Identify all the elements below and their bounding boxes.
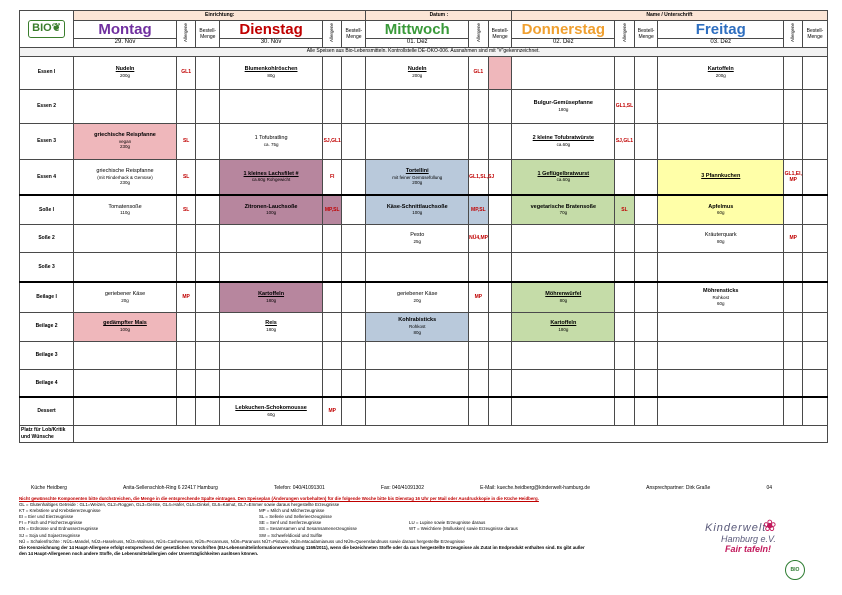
- dish-cell: [658, 369, 784, 397]
- allergen-cell: [784, 195, 803, 224]
- footer-kitchen: Küche Heidberg: [31, 485, 67, 491]
- day-thursday-name: Donnerstag: [521, 21, 605, 38]
- dish-cell: [220, 89, 323, 123]
- allergene-header: Allergene: [784, 21, 803, 48]
- order-quantity-cell[interactable]: [342, 56, 366, 89]
- kinderwelt-logo: [705, 516, 825, 586]
- allergen-cell: MP: [469, 282, 488, 312]
- row-label: Dessert: [20, 397, 74, 425]
- legend-gluten: GL = Glutenhaltiges Getreide : GL1=Weizen, GL2=Roggen, GL3=Gerste, GL4=Hafer, GL5=Dinkel, GL6=Kamut, GL7=Emmer sowie daraus hergestellte Erzeugnisse: [19, 502, 340, 508]
- bestell-header: Bestell- Menge: [634, 21, 658, 48]
- table-row: [20, 341, 828, 369]
- dish-cell: gedämpfter Mais 100g: [74, 312, 177, 341]
- allergen-cell: [469, 123, 488, 159]
- row-label: Soße 3: [20, 252, 74, 282]
- allergen-cell: [615, 56, 634, 89]
- order-quantity-cell[interactable]: [803, 252, 827, 282]
- allergene-header: Allergene: [469, 21, 488, 48]
- brand-city: Hamburg e.V.: [721, 534, 776, 544]
- allergen-cell: [615, 369, 634, 397]
- dish-cell: [74, 89, 177, 123]
- order-quantity-cell[interactable]: [634, 369, 658, 397]
- allergen-cell: [615, 159, 634, 195]
- menu-table: [19, 10, 827, 443]
- allergen-cell: [615, 282, 634, 312]
- order-quantity-cell[interactable]: [196, 397, 220, 425]
- day-monday-name: Montag: [98, 21, 152, 38]
- table-row: [20, 159, 828, 195]
- dish-cell: [658, 252, 784, 282]
- allergen-cell: [176, 341, 195, 369]
- table-row: [20, 56, 828, 89]
- legend-item: SJ = Soja und Sojaerzeugnisse: [19, 532, 81, 538]
- dish-cell: [366, 341, 469, 369]
- legend-item: EN = Erdnüsse und Erdnusserzeugnisse: [19, 526, 99, 532]
- order-quantity-cell[interactable]: [488, 195, 512, 224]
- allergene-header: Allergene: [615, 21, 634, 48]
- order-quantity-cell[interactable]: [342, 312, 366, 341]
- allergen-cell: [784, 341, 803, 369]
- dish-cell: Blumenkohlröschen 80g: [220, 56, 323, 89]
- dish-cell: [512, 252, 615, 282]
- dish-cell: [74, 252, 177, 282]
- footer-address: Anita-Sellenschloh-Ring 6 22417 Hamburg: [122, 485, 218, 491]
- dish-cell: [220, 341, 323, 369]
- bio-logo-icon: BIO❦: [28, 20, 65, 38]
- allergen-cell: [784, 56, 803, 89]
- day-wednesday: [366, 21, 469, 39]
- allergen-cell: [784, 282, 803, 312]
- allergen-cell: GL1,SL: [615, 89, 634, 123]
- allergen-cell: SJ,GL1: [615, 123, 634, 159]
- legend-item: SW = Schwefeldioxid und Sulfite: [259, 532, 323, 538]
- allergen-cell: [322, 282, 341, 312]
- row-label: Essen 3: [20, 123, 74, 159]
- order-quantity-cell[interactable]: [634, 159, 658, 195]
- allergen-cell: [784, 312, 803, 341]
- feedback-label: Platz für Lob/Kritik und Wünsche: [20, 425, 74, 442]
- logo-cell: [20, 11, 74, 48]
- allergene-header: Allergene: [322, 21, 341, 48]
- dish-cell: [220, 224, 323, 252]
- order-quantity-cell[interactable]: [196, 252, 220, 282]
- day-tuesday: [220, 21, 323, 39]
- allergen-cell: [322, 56, 341, 89]
- dish-cell: Nudeln 200g: [74, 56, 177, 89]
- allergen-cell: GL1: [469, 56, 488, 89]
- day-friday: [658, 21, 784, 39]
- brand-name: Kinderwelt: [705, 522, 767, 534]
- order-notice: Nicht gewünschte Komponenten bitte durchstreichen, die Menge in die entsprechende Spalte eintragen. Den Speiseplan (Änderungen vorbehalten) für die folgende Woche bitte bis Dienstag 16 Uhr per Mail oder Ausdruckkopie in die Küche Heidberg.: [19, 496, 539, 501]
- dish-cell: Kartoffeln 180g: [220, 282, 323, 312]
- table-row: [20, 425, 828, 442]
- allergen-cell: [615, 312, 634, 341]
- dish-cell: 1 Geflügelbratwurst ca.60g: [512, 159, 615, 195]
- dish-cell: Bulgur-Gemüsepfanne 180g: [512, 89, 615, 123]
- allergen-cell: [176, 252, 195, 282]
- dish-cell: griechische Reispfanne vegan 230g: [74, 123, 177, 159]
- order-quantity-cell[interactable]: [634, 56, 658, 89]
- order-quantity-cell[interactable]: [196, 56, 220, 89]
- row-label: Beilage 3: [20, 341, 74, 369]
- allergen-cell: [176, 312, 195, 341]
- footer: [19, 485, 827, 491]
- menu-sheet: [19, 10, 827, 443]
- legend-item: KT = Krebstiere und Krebstiererzeugnisse: [19, 508, 101, 514]
- order-quantity-cell[interactable]: [488, 56, 512, 89]
- order-quantity-cell[interactable]: [634, 224, 658, 252]
- bio-seal-icon: BIO: [785, 560, 805, 580]
- allergen-cell: MP,SL: [322, 195, 341, 224]
- row-label: Essen 4: [20, 159, 74, 195]
- dish-cell: [512, 369, 615, 397]
- dish-cell: Zitronen-Lauchsoße 100g: [220, 195, 323, 224]
- allergen-cell: [469, 341, 488, 369]
- dish-cell: [366, 369, 469, 397]
- footer-contact: Ansprechpartner: Dirk Graße: [646, 485, 711, 491]
- order-quantity-cell[interactable]: [803, 341, 827, 369]
- allergen-cell: MP: [322, 397, 341, 425]
- dish-cell: [512, 224, 615, 252]
- legend-nuts: NÜ = Schalenfrüchte : NÜ1=Mandel, NÜ2=Haselnuss, NÜ3=Walnuss, NÜ4=Cashewnuss, NÜ5=Pecannuss, NÜ6=Paranuss NÜ7=Pistazie, NÜ8=Macadamianuss und NÜ9=Queenslandnuss sowie daraus hergestellte Erzeugnisse: [19, 538, 465, 544]
- order-quantity-cell[interactable]: [196, 123, 220, 159]
- table-row: [20, 123, 828, 159]
- allergen-cell: GL1: [176, 56, 195, 89]
- dish-cell: Kartoffeln 180g: [512, 312, 615, 341]
- day-tuesday-date: 30. Nov: [220, 39, 323, 48]
- allergen-cell: MP: [784, 224, 803, 252]
- order-quantity-cell[interactable]: [196, 159, 220, 195]
- table-row: [20, 252, 828, 282]
- legend-item: SS = Sesamsamen und Sesamsamenerzeugnisse: [259, 526, 357, 532]
- allergen-cell: [322, 252, 341, 282]
- dish-cell: [512, 56, 615, 89]
- allergen-cell: [469, 312, 488, 341]
- order-quantity-cell[interactable]: [342, 282, 366, 312]
- order-quantity-cell[interactable]: [803, 56, 827, 89]
- allergen-cell: [784, 89, 803, 123]
- dish-cell: Kartoffeln 200g: [658, 56, 784, 89]
- order-quantity-cell[interactable]: [488, 397, 512, 425]
- legend-item: SL = Sellerie und Sellerieerzeugnisse: [259, 514, 332, 520]
- order-quantity-cell[interactable]: [342, 341, 366, 369]
- order-quantity-cell[interactable]: [634, 195, 658, 224]
- dish-cell: Kräuterquark 80g: [658, 224, 784, 252]
- dish-cell: geriebener Käse 20g: [74, 282, 177, 312]
- order-quantity-cell[interactable]: [803, 89, 827, 123]
- allergen-cell: [322, 341, 341, 369]
- legend-item: LU = Lupine sowie Erzeugnisse daraus: [409, 520, 486, 526]
- order-quantity-cell[interactable]: [342, 369, 366, 397]
- einrichtung-label: Einrichtung:: [74, 11, 366, 21]
- dish-cell: [366, 252, 469, 282]
- allergen-cell: [784, 397, 803, 425]
- dish-cell: [658, 123, 784, 159]
- order-quantity-cell[interactable]: [488, 123, 512, 159]
- order-quantity-cell[interactable]: [803, 159, 827, 195]
- dish-cell: [220, 252, 323, 282]
- order-quantity-cell[interactable]: [634, 89, 658, 123]
- row-label: Soße I: [20, 195, 74, 224]
- order-quantity-cell[interactable]: [196, 341, 220, 369]
- row-label: Essen I: [20, 56, 74, 89]
- dish-cell: griechische Reispfanne (mit Rinderhack & Gemüse) 230g: [74, 159, 177, 195]
- legend-item: FI = Fisch und Fischerzeugnisse: [19, 520, 83, 526]
- allergen-cell: SL: [176, 123, 195, 159]
- bestell-header: Bestell- Menge: [488, 21, 512, 48]
- allergen-cell: [322, 312, 341, 341]
- order-quantity-cell[interactable]: [196, 224, 220, 252]
- order-quantity-cell[interactable]: [342, 123, 366, 159]
- table-row: [20, 89, 828, 123]
- allergen-cell: MP,SL: [469, 195, 488, 224]
- allergen-cell: SL: [176, 195, 195, 224]
- order-quantity-cell[interactable]: [634, 397, 658, 425]
- legend-text-1: Die Kennzeichnung der 14 Haupt-Allergene erfolgt entsprechend der gesetzlichen Vorschriften (EU-Lebensmittelinformationsverordnung 1169/2011), wenn die bezeichneten Stoffe oder da raus hergestellte Erzeugnisse als Zutat im Endprodukt enthalten sind. Es gibt außer: [19, 544, 585, 550]
- dish-cell: [74, 397, 177, 425]
- order-quantity-cell[interactable]: [634, 341, 658, 369]
- dish-cell: [366, 123, 469, 159]
- order-quantity-cell[interactable]: [342, 252, 366, 282]
- dish-cell: Nudeln 200g: [366, 56, 469, 89]
- bio-banner: Alle Speisen aus Bio-Lebensmitteln. Kontrollstelle DE-ÖKO-006. Ausnahmen sind mit "#"gekennzeichnet.: [20, 47, 828, 56]
- dish-cell: Tomatensoße 110g: [74, 195, 177, 224]
- allergen-legend: [19, 496, 709, 557]
- order-quantity-cell[interactable]: [342, 159, 366, 195]
- order-quantity-cell[interactable]: [488, 89, 512, 123]
- day-friday-name: Freitag: [695, 21, 746, 38]
- allergen-cell: [469, 89, 488, 123]
- dish-cell: [658, 397, 784, 425]
- dish-cell: [74, 224, 177, 252]
- allergen-cell: [176, 224, 195, 252]
- allergen-cell: [469, 252, 488, 282]
- order-quantity-cell[interactable]: [634, 312, 658, 341]
- allergen-cell: FI: [322, 159, 341, 195]
- table-row: [20, 282, 828, 312]
- day-wednesday-name: Mittwoch: [384, 21, 450, 38]
- day-thursday-date: 02. Dez: [512, 39, 615, 48]
- allergen-cell: [176, 89, 195, 123]
- allergen-cell: [784, 123, 803, 159]
- dish-cell: 3 Pfannkuchen: [658, 159, 784, 195]
- feedback-field[interactable]: [74, 425, 827, 442]
- allergen-cell: GL1,SL,SJ: [469, 159, 488, 195]
- dish-cell: [658, 312, 784, 341]
- dish-cell: vegetarische Bratensoße 70g: [512, 195, 615, 224]
- dish-cell: Reis 180g: [220, 312, 323, 341]
- dish-cell: [220, 369, 323, 397]
- dish-cell: [74, 369, 177, 397]
- day-friday-date: 03. Dez: [658, 39, 784, 48]
- dish-cell: 1 Tofubratling ca. 75g: [220, 123, 323, 159]
- order-quantity-cell[interactable]: [803, 224, 827, 252]
- order-quantity-cell[interactable]: [488, 312, 512, 341]
- bestell-header: Bestell- Menge: [803, 21, 827, 48]
- table-row: [20, 195, 828, 224]
- dish-cell: Tortellini mit feiner Gemüsefüllung 200g: [366, 159, 469, 195]
- dish-cell: 2 kleine Tofubratwürste ca.60g: [512, 123, 615, 159]
- allergen-cell: [469, 369, 488, 397]
- allergen-cell: [784, 369, 803, 397]
- order-quantity-cell[interactable]: [803, 195, 827, 224]
- dish-cell: Pesto 25g: [366, 224, 469, 252]
- legend-item: EI = Eier und Eierzeugnisse: [19, 514, 74, 520]
- order-quantity-cell[interactable]: [196, 195, 220, 224]
- allergen-cell: [176, 397, 195, 425]
- allergen-cell: SJ,GL1: [322, 123, 341, 159]
- allergen-cell: SL: [176, 159, 195, 195]
- bestell-header: Bestell- Menge: [342, 21, 366, 48]
- dish-cell: Apfelmus 60g: [658, 195, 784, 224]
- allergen-cell: NÜ4,MP: [469, 224, 488, 252]
- row-label: Beilage I: [20, 282, 74, 312]
- day-wednesday-date: 01. Dez: [366, 39, 469, 48]
- order-quantity-cell[interactable]: [488, 369, 512, 397]
- allergen-cell: [322, 89, 341, 123]
- legend-item: SE = Senf und Senferzeugnisse: [259, 520, 322, 526]
- order-quantity-cell[interactable]: [634, 123, 658, 159]
- table-row: [20, 224, 828, 252]
- datum-label: Datum :: [366, 11, 512, 21]
- order-quantity-cell[interactable]: [342, 195, 366, 224]
- allergen-cell: [469, 397, 488, 425]
- allergen-cell: [176, 369, 195, 397]
- day-monday-date: 29. Nov: [74, 39, 177, 48]
- dish-cell: Kohlrabisticks Rohkost 80g: [366, 312, 469, 341]
- allergen-cell: MP: [176, 282, 195, 312]
- legend-item: MP = Milch und Milcherzeugnisse: [259, 508, 325, 514]
- footer-number: 04: [766, 485, 772, 491]
- allergen-cell: GL1,EI, MP: [784, 159, 803, 195]
- order-quantity-cell[interactable]: [803, 282, 827, 312]
- day-monday: [74, 21, 177, 39]
- footer-fax: Fax: 040/41091302: [380, 485, 424, 491]
- dish-cell: [366, 89, 469, 123]
- dish-cell: [658, 341, 784, 369]
- order-quantity-cell[interactable]: [488, 224, 512, 252]
- order-quantity-cell[interactable]: [342, 224, 366, 252]
- order-quantity-cell[interactable]: [196, 312, 220, 341]
- order-quantity-cell[interactable]: [488, 282, 512, 312]
- table-row: [20, 312, 828, 341]
- day-tuesday-name: Dienstag: [239, 21, 303, 38]
- allergen-cell: [615, 341, 634, 369]
- dish-cell: Lebkuchen-Schokomousse 60g: [220, 397, 323, 425]
- jumping-child-icon: ❀: [763, 518, 777, 535]
- order-quantity-cell[interactable]: [488, 341, 512, 369]
- dish-cell: [658, 89, 784, 123]
- row-label: Beilage 4: [20, 369, 74, 397]
- order-quantity-cell[interactable]: [196, 369, 220, 397]
- order-quantity-cell[interactable]: [342, 89, 366, 123]
- legend-item: WT = Weichtiere (Mollusken) sowie Erzeugnisse daraus: [409, 526, 518, 532]
- order-quantity-cell[interactable]: [342, 397, 366, 425]
- footer-phone: Telefon: 040/41091301: [273, 485, 325, 491]
- day-thursday: [512, 21, 615, 39]
- row-label: Soße 2: [20, 224, 74, 252]
- order-quantity-cell[interactable]: [196, 89, 220, 123]
- allergen-cell: [615, 252, 634, 282]
- dish-cell: geriebener Käse 20g: [366, 282, 469, 312]
- order-quantity-cell[interactable]: [803, 123, 827, 159]
- order-quantity-cell[interactable]: [196, 282, 220, 312]
- allergen-cell: [322, 224, 341, 252]
- dish-cell: 1 kleines Lachsfilet # ca.60g Rohgewicht: [220, 159, 323, 195]
- dish-cell: [512, 341, 615, 369]
- order-quantity-cell[interactable]: [803, 312, 827, 341]
- allergen-cell: SL: [615, 195, 634, 224]
- dish-cell: [366, 397, 469, 425]
- name-label: Name / Unterschrift: [512, 11, 827, 21]
- table-row: [20, 397, 828, 425]
- row-label: Beilage 2: [20, 312, 74, 341]
- brand-slogan: Fair tafeln!: [725, 544, 772, 554]
- order-quantity-cell[interactable]: [634, 282, 658, 312]
- legend-text-2: den 14 Haupt-Allergenen noch andere Stoffe, die Lebensmittelallergien oder Unverträglichkeiten auslösen können.: [19, 550, 259, 556]
- table-row: [20, 369, 828, 397]
- allergen-cell: [615, 397, 634, 425]
- row-label: Essen 2: [20, 89, 74, 123]
- bestell-header: Bestell- Menge: [196, 21, 220, 48]
- footer-email[interactable]: E-Mail: kueche.heidberg@kinderwelt-hamburg.de: [480, 485, 590, 491]
- allergen-cell: [322, 369, 341, 397]
- order-quantity-cell[interactable]: [488, 252, 512, 282]
- order-quantity-cell[interactable]: [634, 252, 658, 282]
- dish-cell: Möhrensticks Rohkost 60g: [658, 282, 784, 312]
- order-quantity-cell[interactable]: [803, 397, 827, 425]
- allergen-cell: [615, 224, 634, 252]
- dish-cell: [74, 341, 177, 369]
- allergen-cell: [784, 252, 803, 282]
- dish-cell: Käse-Schnittlauchsoße 100g: [366, 195, 469, 224]
- allergene-header: Allergene: [176, 21, 195, 48]
- dish-cell: [512, 397, 615, 425]
- dish-cell: Möhrenwürfel 80g: [512, 282, 615, 312]
- order-quantity-cell[interactable]: [803, 369, 827, 397]
